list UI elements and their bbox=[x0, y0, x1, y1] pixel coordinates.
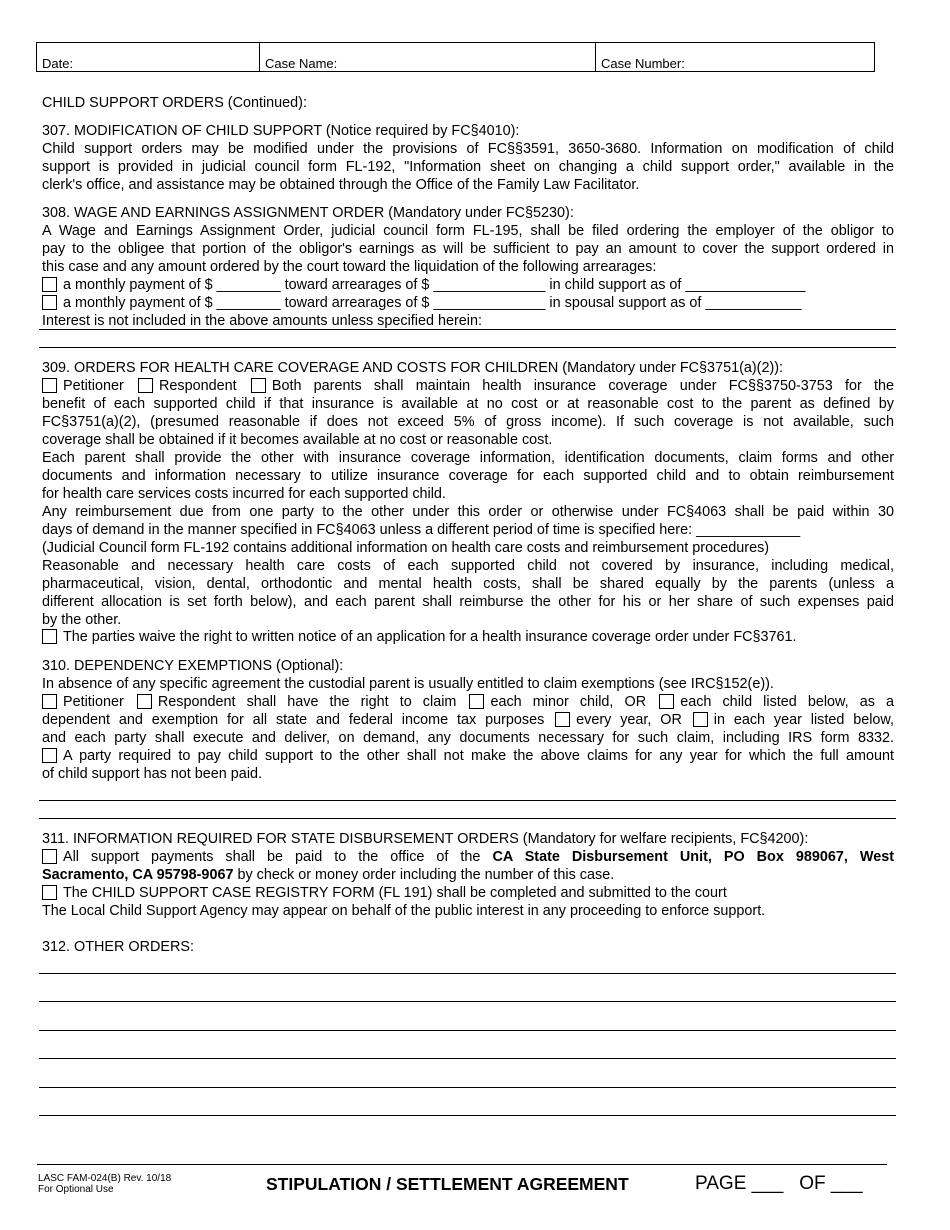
s307-heading: 307. MODIFICATION OF CHILD SUPPORT (Notice required by FC§4010): bbox=[42, 123, 520, 139]
s309-line-14: by the other. bbox=[42, 612, 122, 628]
other-orders-line[interactable] bbox=[39, 1087, 896, 1088]
s310-line-3-text: dependent and exemption for all state and federal income tax purposes bbox=[42, 712, 545, 728]
s309-line-3: FC§3751(a)(2), (presumed reasonable if does not exceed 5% of gross income). If such coverage is not available, such bbox=[42, 414, 894, 430]
s309-line-2: benefit of each supported child if that insurance is available at no cost or at reasonable cost to the parent as defined by bbox=[42, 396, 894, 412]
s309-line-5: Each parent shall provide the other with insurance coverage information, identification documents, claim forms and other bbox=[42, 450, 894, 466]
section-title: CHILD SUPPORT ORDERS (Continued): bbox=[42, 95, 307, 111]
s309-line-9: days of demand in the manner specified in FC§4063 unless a different period of time is specified here: _____________ bbox=[42, 522, 801, 538]
s309-line-4: coverage shall be obtained if it becomes available at no cost or reasonable cost. bbox=[42, 432, 553, 448]
s309-respondent-checkbox[interactable] bbox=[138, 378, 153, 393]
s309-line-12: pharmaceutical, vision, dental, orthodontic and mental health costs, shall be shared equally by the parents (unless a bbox=[42, 576, 894, 592]
s310-line-6: of child support has not been paid. bbox=[42, 766, 263, 782]
s311-sdu-city: Sacramento, CA 95798-9067 bbox=[42, 867, 234, 883]
child-arrears-checkbox[interactable] bbox=[42, 277, 57, 292]
s311-heading: 311. INFORMATION REQUIRED FOR STATE DISBURSEMENT ORDERS (Mandatory for welfare recipients, FC§4200): bbox=[42, 831, 809, 847]
s307-line-1: Child support orders may be modified under the provisions of FC§§3591, 3650-3680. Information on modification of child bbox=[42, 141, 894, 157]
s310-line-4: and each party shall execute and deliver, on demand, any documents necessary for such claim, including IRS form 8332. bbox=[42, 730, 894, 746]
s308-line-2: pay to the obligee that portion of the obligor's earnings as will be sufficient to pay an amount to cover the support ordered in bbox=[42, 241, 894, 257]
s308-interest: Interest is not included in the above amounts unless specified herein: bbox=[42, 313, 482, 329]
s310-each-year-text: in each year listed below, bbox=[713, 712, 895, 728]
s308-line-1: A Wage and Earnings Assignment Order, judicial council form FL-195, shall be filed ordering the employer of the obligor to bbox=[42, 223, 894, 239]
s309-line-10: (Judicial Council form FL-192 contains additional information on health care costs and reimbursement procedures) bbox=[42, 540, 770, 556]
case-number-field[interactable] bbox=[601, 43, 871, 71]
document-title: STIPULATION / SETTLEMENT AGREEMENT bbox=[266, 1174, 629, 1194]
s309-line-8: Any reimbursement due from one party to the other under this order or otherwise under FC§4063 shall be paid within 30 bbox=[42, 504, 894, 520]
s308-interest-line[interactable] bbox=[39, 329, 896, 330]
spousal-arrears-checkbox[interactable] bbox=[42, 295, 57, 310]
s310-every-year-text: every year, OR bbox=[576, 712, 682, 728]
s309-heading: 309. ORDERS FOR HEALTH CARE COVERAGE AND COSTS FOR CHILDREN (Mandatory under FC§3751(a)(2)): bbox=[42, 360, 784, 376]
other-orders-line[interactable] bbox=[39, 1030, 896, 1031]
s310-each-year-checkbox[interactable] bbox=[693, 712, 708, 727]
s310-each-minor-text: each minor child, OR bbox=[490, 694, 647, 710]
s307-line-2: support is provided in judicial council form FL-192, "Information sheet on changing a child support order," available in the bbox=[42, 159, 894, 175]
s311-registry-text: The CHILD SUPPORT CASE REGISTRY FORM (FL 191) shall be completed and submitted to the court bbox=[63, 885, 727, 901]
s311-sdu-address: CA State Disbursement Unit, PO Box 989067, West bbox=[492, 849, 895, 865]
s308-line-3: this case and any amount ordered by the court toward the liquidation of the following arrearages: bbox=[42, 259, 657, 275]
s310-respondent-claim-text: Respondent shall have the right to claim bbox=[157, 694, 457, 710]
form-number: LASC FAM-024(B) Rev. 10/18 bbox=[38, 1173, 172, 1184]
s310-line-5 bbox=[42, 747, 894, 765]
s310-each-minor-checkbox[interactable] bbox=[469, 694, 484, 709]
header-divider bbox=[259, 43, 260, 71]
s309-both-parents-checkbox[interactable] bbox=[251, 378, 266, 393]
s311-registry-checkbox[interactable] bbox=[42, 885, 57, 900]
s311-line-1 bbox=[42, 848, 894, 866]
s309-respondent-label: Respondent bbox=[159, 378, 237, 394]
s310-petitioner-checkbox[interactable] bbox=[42, 694, 57, 709]
s310-party-required-checkbox[interactable] bbox=[42, 748, 57, 763]
s309-waive-row bbox=[42, 628, 894, 646]
s309-petitioner-checkbox[interactable] bbox=[42, 378, 57, 393]
s310-entry-line[interactable] bbox=[39, 800, 896, 801]
s312-heading: 312. OTHER ORDERS: bbox=[42, 939, 194, 955]
s311-registry-row bbox=[42, 884, 894, 902]
other-orders-line[interactable] bbox=[39, 1001, 896, 1002]
s310-respondent-checkbox[interactable] bbox=[137, 694, 152, 709]
header-divider bbox=[595, 43, 596, 71]
child-arrears-text: a monthly payment of $ ________ toward arrearages of $ ______________ in child support as of _______________ bbox=[63, 277, 806, 293]
s308-heading: 308. WAGE AND EARNINGS ASSIGNMENT ORDER (Mandatory under FC§5230): bbox=[42, 205, 574, 221]
date-label: Date: bbox=[42, 56, 74, 71]
s309-waive-text: The parties waive the right to written notice of an application for a health insurance coverage order under FC§3761. bbox=[63, 629, 797, 645]
optional-use-note: For Optional Use bbox=[38, 1184, 114, 1195]
s310-entry-line[interactable] bbox=[39, 818, 896, 819]
s310-each-listed-text: each child listed below, as a bbox=[680, 694, 895, 710]
case-name-label: Case Name: bbox=[265, 56, 338, 71]
s307-line-3: clerk's office, and assistance may be obtained through the Office of the Family Law Facilitator. bbox=[42, 177, 640, 193]
footer-rule bbox=[37, 1164, 887, 1165]
spousal-arrears-text: a monthly payment of $ ________ toward arrearages of $ ______________ in spousal support as of ____________ bbox=[63, 295, 802, 311]
case-header-box bbox=[36, 42, 875, 72]
other-orders-line[interactable] bbox=[39, 1115, 896, 1116]
s309-line-6: documents and information necessary to utilize insurance coverage for each supported child and to obtain reimbursement bbox=[42, 468, 894, 484]
other-orders-line[interactable] bbox=[39, 1058, 896, 1059]
s309-line-11: Reasonable and necessary health care costs of each supported child not covered by insurance, including medical, bbox=[42, 558, 894, 574]
s310-line-1: In absence of any specific agreement the custodial parent is usually entitled to claim exemptions (see IRC§152(e)). bbox=[42, 676, 774, 692]
s309-line-13: different allocation is set forth below), and each parent shall reimburse the other for his or her share of such expenses paid bbox=[42, 594, 894, 610]
s310-heading: 310. DEPENDENCY EXEMPTIONS (Optional): bbox=[42, 658, 344, 674]
s311-line-2-text: by check or money order including the number of this case. bbox=[237, 867, 615, 883]
s309-petitioner-label: Petitioner bbox=[63, 378, 124, 394]
s311-local-agency: The Local Child Support Agency may appear on behalf of the public interest in any proceeding to enforce support. bbox=[42, 903, 766, 919]
s310-line-2 bbox=[42, 693, 894, 711]
other-orders-line[interactable] bbox=[39, 973, 896, 974]
s311-sdu-checkbox[interactable] bbox=[42, 849, 57, 864]
s310-each-listed-checkbox[interactable] bbox=[659, 694, 674, 709]
s309-line-1 bbox=[42, 377, 894, 395]
case-number-label: Case Number: bbox=[601, 56, 685, 71]
s311-line-1-text: All support payments shall be paid to the office of the bbox=[63, 849, 481, 865]
s310-petitioner-label: Petitioner bbox=[63, 694, 124, 710]
s311-line-2 bbox=[42, 866, 894, 884]
s308-interest-line[interactable] bbox=[39, 347, 896, 348]
s309-line-1-text: Both parents shall maintain health insurance coverage under FC§§3750-3753 for the bbox=[271, 378, 895, 394]
date-field[interactable] bbox=[42, 43, 257, 71]
s308-spousal-arrears-row bbox=[42, 294, 894, 312]
s309-line-7: for health care services costs incurred for each supported child. bbox=[42, 486, 446, 502]
s308-child-arrears-row bbox=[42, 276, 894, 294]
case-name-field[interactable] bbox=[265, 43, 595, 71]
page-indicator: PAGE ___ OF ___ bbox=[695, 1173, 863, 1194]
s310-every-year-checkbox[interactable] bbox=[555, 712, 570, 727]
footer-form-id bbox=[38, 1173, 171, 1195]
s310-line-5-text: A party required to pay child support to the other shall not make the above claims for any year for which the full amount bbox=[63, 748, 894, 764]
s310-line-3 bbox=[42, 711, 894, 729]
s309-waive-checkbox[interactable] bbox=[42, 629, 57, 644]
